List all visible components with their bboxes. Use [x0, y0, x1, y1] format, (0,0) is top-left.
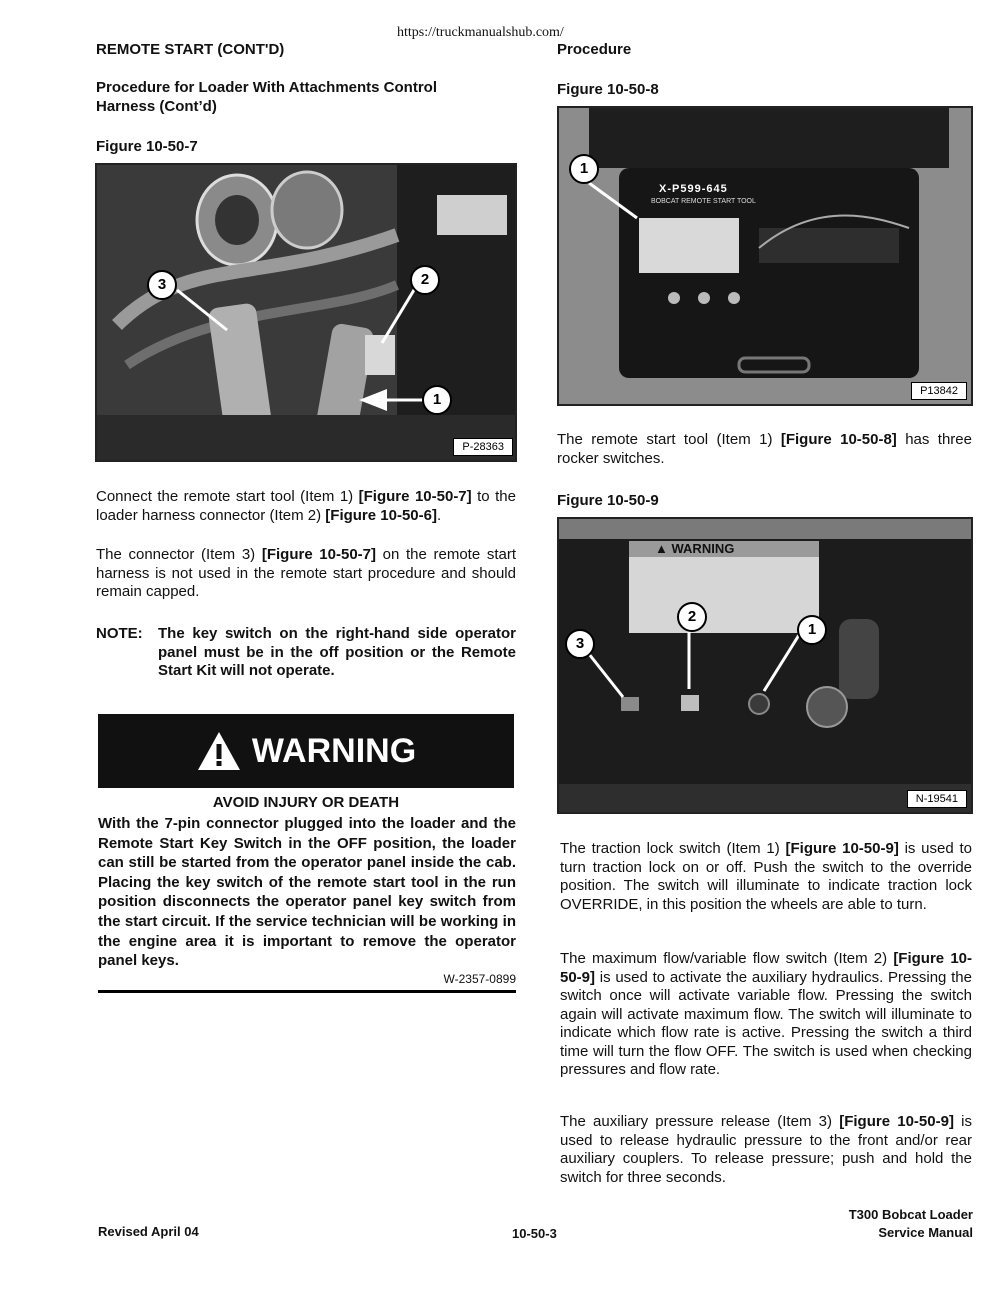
- harness-connector-illustration: [97, 165, 515, 460]
- warning-heading: AVOID INJURY OR DEATH: [212, 794, 400, 811]
- figure-10-50-9-photo: [557, 517, 973, 814]
- right-paragraph-4: The auxiliary pressure release (Item 3) [Figure 10-50-9] is used to release hydraulic pressure to the front and/or rear auxiliary couplers. To release pressure; push and hold the switch for three seconds.: [560, 1113, 972, 1186]
- subheading: [96, 78, 516, 116]
- figure-9-tag: N-19541: [907, 790, 967, 808]
- tool-name-label: BOBCAT REMOTE START TOOL: [651, 198, 756, 205]
- figure-7-tag: P-28363: [453, 438, 513, 456]
- warning-code: W-2357-0899: [443, 972, 516, 986]
- figure-9-callout-2: 2: [677, 602, 707, 632]
- tool-model-label: X-P599-645: [659, 183, 728, 195]
- figure-10-50-8-photo: [557, 106, 973, 406]
- subheading-line-1: Procedure for Loader With Attachments Control: [96, 79, 438, 96]
- footer-revision: Revised April 04: [98, 1224, 199, 1239]
- note: [96, 625, 516, 681]
- right-section-title: Procedure: [557, 41, 632, 58]
- section-title: REMOTE START (CONT'D): [96, 41, 285, 58]
- figure-7-title: Figure 10-50-7: [96, 138, 198, 155]
- figure-9-callout-1: 1: [797, 615, 827, 645]
- figure-8-title: Figure 10-50-8: [557, 81, 659, 98]
- figure-7-callout-1: 1: [422, 385, 452, 415]
- remote-start-tool-case-illustration: [559, 108, 971, 404]
- note-text: The key switch on the right-hand side operator panel must be in the off position or the Remote Start Kit will not operate.: [158, 625, 516, 679]
- warning-triangle-icon: [196, 730, 242, 772]
- footer-page-number: 10-50-3: [512, 1226, 557, 1241]
- operator-panel-illustration: [559, 519, 971, 812]
- subheading-line-2: Harness (Cont’d): [96, 98, 217, 115]
- footer-manual-title: [849, 1206, 973, 1242]
- figure-7-callout-2: 2: [410, 265, 440, 295]
- footer-manual-line-1: T300 Bobcat Loader: [848, 1207, 973, 1222]
- panel-warning-label: ▲ WARNING: [655, 541, 735, 556]
- warning-body: With the 7-pin connector plugged into the loader and the Remote Start Key Switch in the OFF position, the loader can still be started from the operator panel inside the cab. Placing the key switch of the remote start tool in the run position disconnects the operator panel key switch from the start circuit. If the service technician will be working in the engine area it is important to remove the operator panel keys.: [98, 815, 516, 970]
- right-paragraph-3: The maximum flow/variable flow switch (Item 2) [Figure 10-50-9] is used to activate the auxiliary hydraulics. Pressing the switch once will activate variable flow. Pressing the switch again will activate maximum flow. The switch will illuminate to indicate which flow rate is active. Pressing the switch a third time will turn the flow OFF. The switch is used when checking pressures and flow rate.: [560, 950, 972, 1078]
- right-paragraph-2: The traction lock switch (Item 1) [Figure 10-50-9] is used to turn traction lock on or off. Push the switch to the override position. The switch will illuminate to indicate traction lock OVERRIDE, in this position the wheels are able to turn.: [560, 840, 972, 913]
- figure-9-title: Figure 10-50-9: [557, 492, 659, 509]
- source-url: https://truckmanualshub.com/: [397, 25, 564, 40]
- figure-8-tag: P13842: [911, 382, 967, 400]
- figure-7-callout-3: 3: [147, 270, 177, 300]
- warning-banner-text: WARNING: [251, 731, 417, 770]
- left-paragraph-2: The connector (Item 3) [Figure 10-50-7] on the remote start harness is not used in the remote start procedure and should remain capped.: [96, 546, 516, 600]
- warning-banner: [98, 714, 514, 788]
- figure-8-callout-1: 1: [569, 154, 599, 184]
- right-paragraph-1: The remote start tool (Item 1) [Figure 10-50-8] has three rocker switches.: [557, 431, 972, 467]
- note-label: NOTE:: [96, 625, 143, 642]
- figure-9-callout-3: 3: [565, 629, 595, 659]
- left-paragraph-1: Connect the remote start tool (Item 1) [Figure 10-50-7] to the loader harness connector (Item 2) [Figure 10-50-6].: [96, 488, 516, 524]
- footer-manual-line-2: Service Manual: [878, 1225, 973, 1240]
- figure-10-50-7-photo: [95, 163, 517, 462]
- warning-rule: [98, 990, 516, 993]
